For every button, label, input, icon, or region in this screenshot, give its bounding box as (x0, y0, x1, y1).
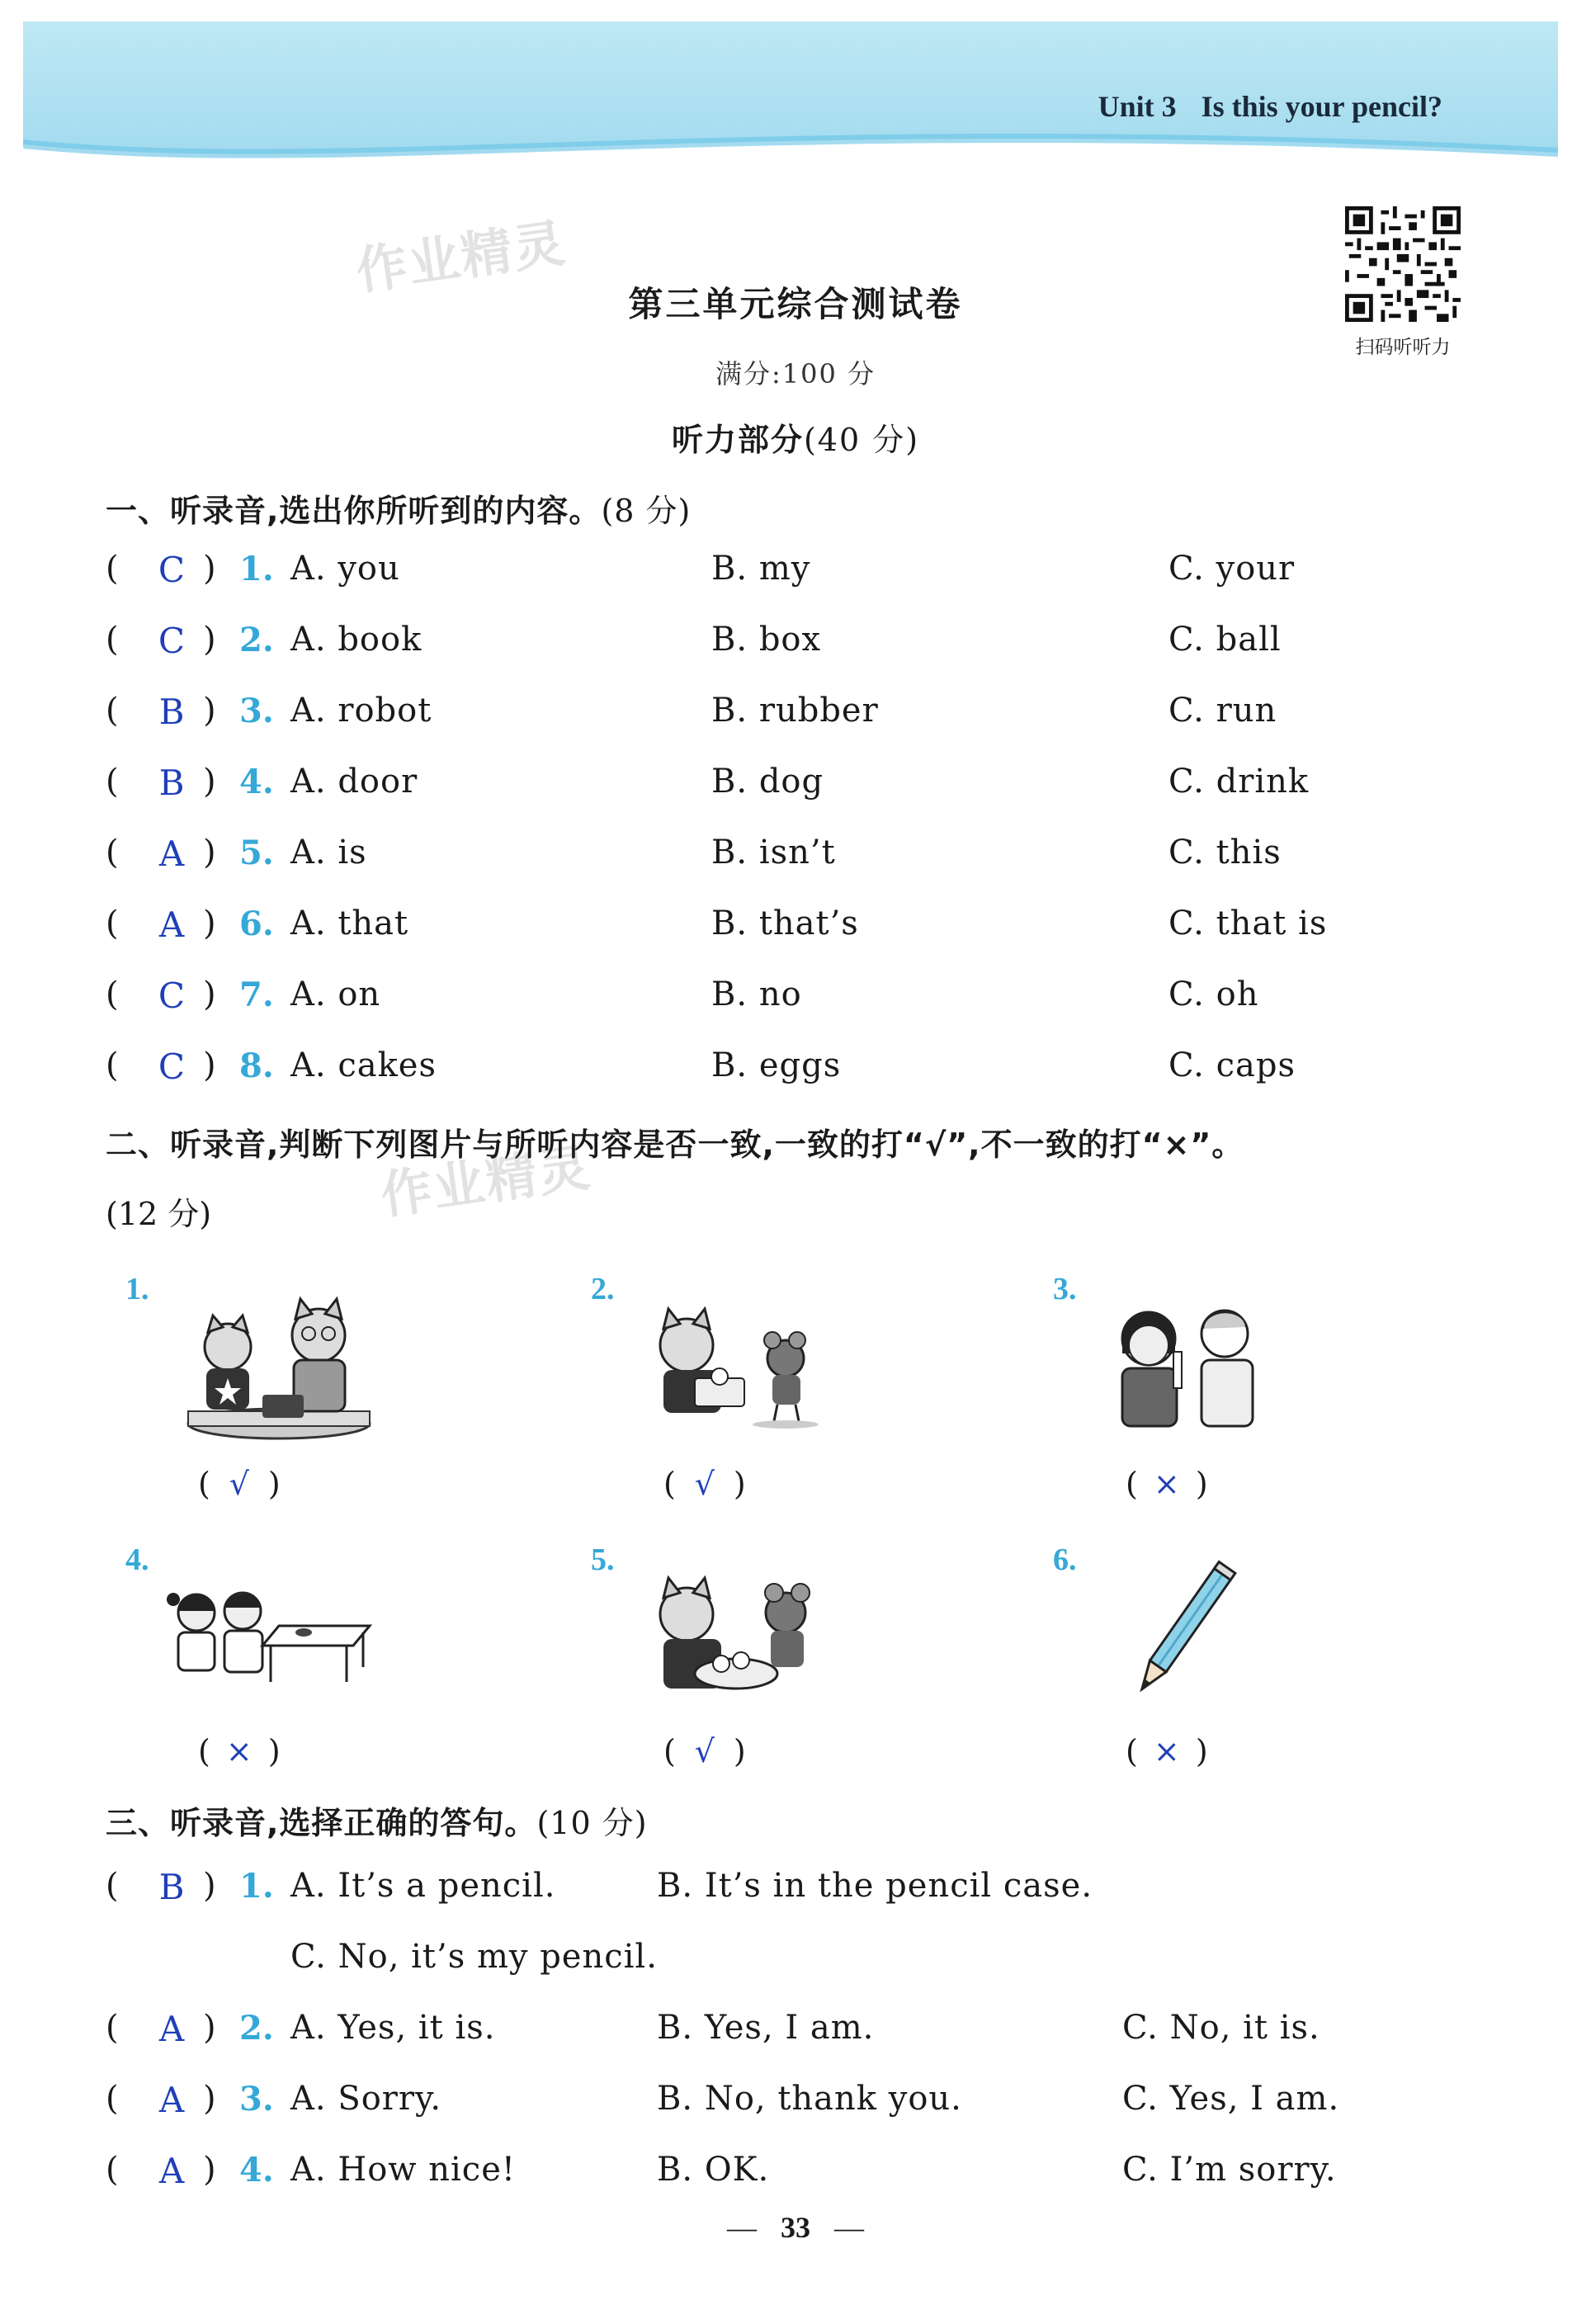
option-a[interactable]: A. is (290, 834, 367, 872)
option-b[interactable]: B. No, thank you. (657, 2080, 962, 2118)
children-at-desk-illustration (155, 1566, 386, 1707)
answer-mark-row: ( √ ) (663, 1733, 746, 1769)
answer-choice[interactable]: A (158, 905, 185, 945)
question-number: 2. (239, 2009, 274, 2048)
answer-choice[interactable]: B (158, 692, 185, 732)
section3-title (106, 1797, 648, 1843)
option-a[interactable]: A. that (290, 905, 409, 942)
question-number: 1. (239, 1867, 274, 1906)
option-c[interactable]: C. Yes, I am. (1122, 2080, 1340, 2118)
paren-open: ( (106, 905, 119, 942)
answer-mark-row: ( × ) (198, 1733, 281, 1769)
option-a[interactable]: A. Yes, it is. (290, 2009, 496, 2047)
cat-and-mouse-illustration (621, 1279, 852, 1444)
paren-open: ( (106, 834, 119, 872)
answer-choice[interactable]: A (158, 2009, 185, 2049)
paren-close: ) (203, 550, 216, 588)
option-a[interactable]: A. book (290, 621, 423, 659)
qr-label: 扫码听听力 (1355, 337, 1451, 358)
option-b[interactable]: B. box (711, 621, 822, 659)
option-a[interactable]: A. It’s a pencil. (290, 1867, 556, 1905)
option-c[interactable]: C. ball (1168, 621, 1282, 659)
option-c[interactable]: C. caps (1168, 1046, 1296, 1084)
option-a[interactable]: A. cakes (290, 1046, 437, 1084)
option-b[interactable]: B. my (711, 550, 811, 588)
question-number: 2. (239, 621, 274, 659)
answer-choice[interactable]: A (158, 2080, 185, 2120)
pencil-icon (1099, 1550, 1264, 1715)
option-c[interactable]: C. run (1168, 692, 1277, 730)
option-c[interactable]: C. your (1168, 550, 1296, 588)
paren-open: ( (106, 2151, 119, 2189)
paren-close: ) (203, 1046, 216, 1084)
option-b[interactable]: B. OK. (657, 2151, 770, 2189)
answer-choice[interactable]: A (158, 2151, 185, 2191)
cat-and-mouse-with-food-illustration (621, 1550, 852, 1715)
paren-close: ) (203, 975, 216, 1013)
answer-mark[interactable]: √ (694, 1466, 715, 1502)
paren-close: ) (203, 2080, 216, 2118)
picture-number: 3. (1053, 1272, 1077, 1306)
page-dash-left: — (727, 2211, 757, 2244)
answer-choice[interactable]: C (158, 621, 186, 661)
question-number: 3. (239, 692, 274, 730)
picture-number: 4. (125, 1542, 149, 1577)
part-points: (40 分) (803, 422, 920, 458)
answer-choice[interactable]: C (158, 975, 186, 1016)
question-number: 5. (239, 834, 274, 872)
section3-points: (10 分) (536, 1805, 648, 1841)
paren-open: ( (106, 2080, 119, 2118)
section1-points: (8 分) (601, 493, 692, 529)
question-number: 4. (239, 763, 274, 801)
paren-open: ( (106, 550, 119, 588)
option-b[interactable]: B. dog (711, 763, 824, 801)
option-a[interactable]: A. door (290, 763, 418, 801)
option-c[interactable]: C. I’m sorry. (1122, 2151, 1337, 2189)
option-a[interactable]: A. you (290, 550, 400, 588)
answer-mark-row: ( √ ) (663, 1466, 746, 1502)
answer-mark[interactable]: √ (229, 1466, 249, 1502)
question-number: 4. (239, 2151, 274, 2189)
section2-points-text: (12 分) (106, 1196, 212, 1232)
option-c[interactable]: C. drink (1168, 763, 1310, 801)
paren-close: ) (203, 763, 216, 801)
option-b[interactable]: B. isn’t (711, 834, 836, 872)
unit-header (1098, 89, 1442, 124)
section2-title: 二、听录音,判断下列图片与所听内容是否一致,一致的打“√”,不一致的打“×”。 (106, 1127, 1244, 1163)
question-number: 6. (239, 905, 274, 943)
paren-open: ( (106, 1046, 119, 1084)
paren-close: ) (203, 621, 216, 659)
answer-mark[interactable]: √ (694, 1733, 715, 1769)
answer-mark[interactable]: × (225, 1733, 253, 1769)
answer-mark[interactable]: × (1153, 1733, 1180, 1769)
answer-choice[interactable]: C (158, 550, 186, 590)
question-number: 8. (239, 1046, 274, 1085)
option-b[interactable]: B. rubber (711, 692, 879, 730)
paren-close: ) (203, 905, 216, 942)
question-number: 7. (239, 975, 274, 1014)
answer-choice[interactable]: B (158, 1867, 185, 1907)
score-total: 满分:100 分 (715, 358, 876, 390)
option-a[interactable]: A. Sorry. (290, 2080, 442, 2118)
answer-choice[interactable]: A (158, 834, 185, 874)
part-title-text: 听力部分 (671, 422, 804, 458)
option-b[interactable]: B. It’s in the pencil case. (657, 1867, 1093, 1905)
question-number: 3. (239, 2080, 274, 2119)
page-dash-right: — (834, 2211, 864, 2244)
watermark: 作业精灵 (376, 1136, 595, 1226)
page-number (0, 2210, 1591, 2245)
answer-choice[interactable]: B (158, 763, 185, 803)
paren-close: ) (203, 2151, 216, 2189)
picture-number: 5. (591, 1542, 615, 1577)
option-b[interactable]: B. that’s (711, 905, 859, 942)
section3-title-text: 三、听录音,选择正确的答句。 (106, 1805, 537, 1841)
cats-with-box-illustration (155, 1279, 403, 1444)
part-title (0, 414, 1591, 460)
picture-number: 1. (125, 1272, 149, 1306)
answer-mark-row: ( × ) (1126, 1733, 1208, 1769)
header-wave (23, 124, 1558, 182)
paren-close: ) (203, 834, 216, 872)
option-b[interactable]: B. no (711, 975, 802, 1013)
paren-open: ( (106, 2009, 119, 2047)
picture-number: 6. (1053, 1542, 1077, 1577)
paren-open: ( (106, 763, 119, 801)
option-c[interactable]: C. No, it is. (1122, 2009, 1320, 2047)
answer-choice[interactable]: C (158, 1046, 186, 1087)
paren-close: ) (203, 2009, 216, 2047)
answer-mark[interactable]: × (1153, 1466, 1180, 1502)
watermark: 作业精灵 (352, 212, 570, 302)
option-c[interactable]: C. No, it’s my pencil. (290, 1938, 658, 1976)
paren-open: ( (106, 621, 119, 659)
paren-open: ( (106, 692, 119, 730)
paper-title: 第三单元综合测试卷 (628, 284, 963, 324)
answer-mark-row: ( √ ) (198, 1466, 281, 1502)
section1-title (106, 485, 691, 531)
option-c[interactable]: C. oh (1168, 975, 1259, 1013)
section1-title-text: 一、听录音,选出你所听到的内容。 (106, 493, 602, 529)
unit-number: Unit 3 (1098, 90, 1177, 123)
paren-close: ) (203, 692, 216, 730)
question-number: 1. (239, 550, 274, 588)
paren-open: ( (106, 975, 119, 1013)
option-b[interactable]: B. eggs (711, 1046, 842, 1084)
option-a[interactable]: A. on (290, 975, 381, 1013)
option-b[interactable]: B. Yes, I am. (657, 2009, 875, 2047)
children-talking-illustration (1083, 1279, 1297, 1444)
answer-mark-row: ( × ) (1126, 1466, 1208, 1502)
option-a[interactable]: A. robot (290, 692, 432, 730)
picture-number: 2. (591, 1272, 615, 1306)
option-c[interactable]: C. this (1168, 834, 1282, 872)
option-a[interactable]: A. How nice! (290, 2151, 516, 2189)
unit-title: Is this your pencil? (1201, 90, 1442, 123)
page-number-text: 33 (781, 2211, 810, 2244)
option-c[interactable]: C. that is (1168, 905, 1328, 942)
